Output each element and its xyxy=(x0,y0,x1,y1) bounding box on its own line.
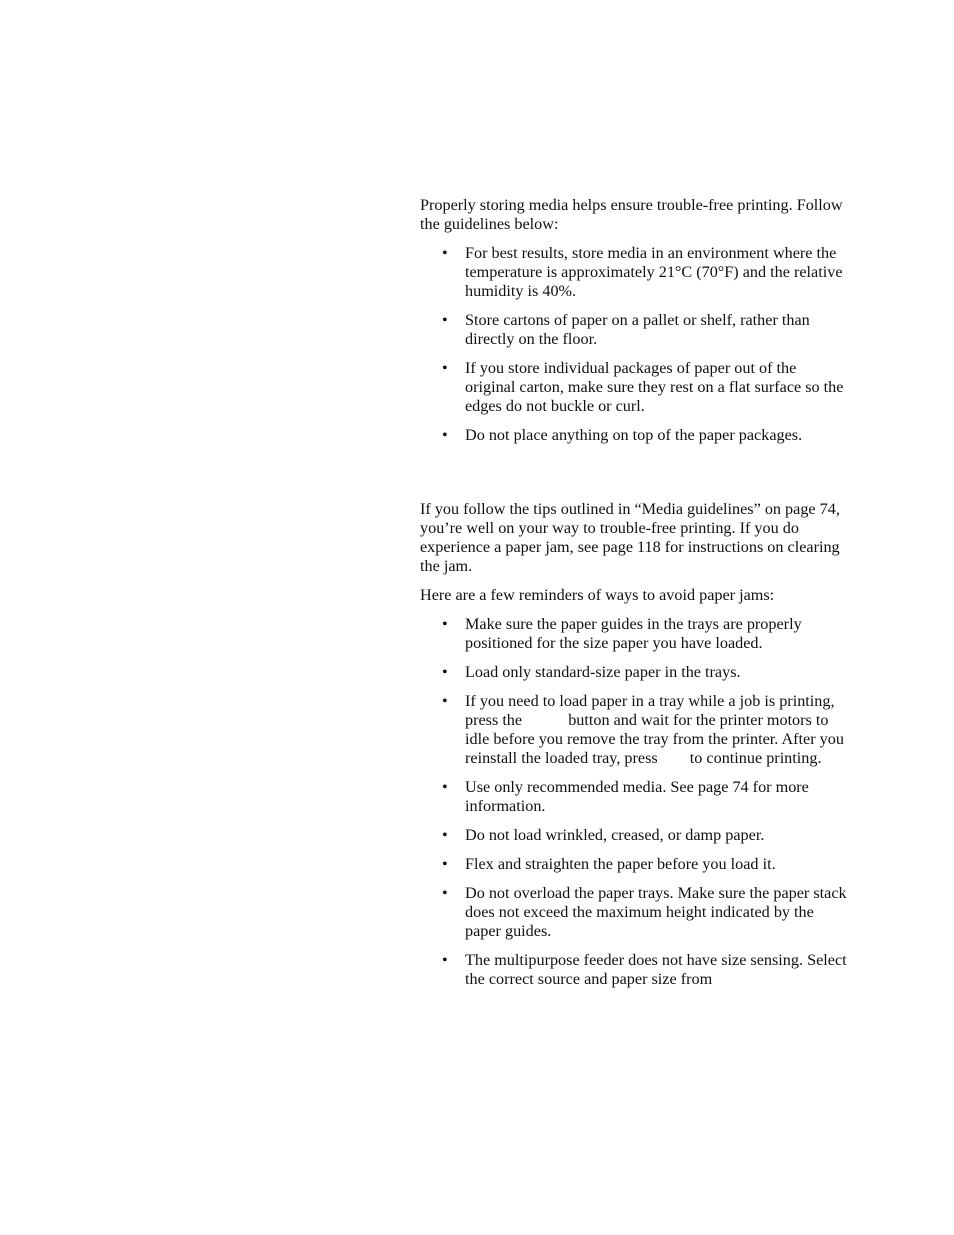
document-body xyxy=(420,196,850,999)
bullet-icon: • xyxy=(442,884,448,902)
bullet-icon: • xyxy=(442,244,448,262)
list-item: • If you need to load paper in a tray while a job is printing, press the button and wait for the printer motors to idle before you remove the tray from the printer. After you reinstall the loaded tray, press to continue printing. xyxy=(442,692,844,767)
list-item: • Store cartons of paper on a pallet or shelf, rather than directly on the floor. xyxy=(442,311,810,348)
storage-guidelines-list xyxy=(420,244,850,445)
section-spacer xyxy=(420,455,850,500)
list-item: • Do not place anything on top of the paper packages. xyxy=(442,426,803,444)
bullet-icon: • xyxy=(442,855,448,873)
storage-intro: Properly storing media helps ensure trouble-free printing. Follow the guidelines below: xyxy=(420,196,843,233)
list-item: • Flex and straighten the paper before you load it. xyxy=(442,855,776,873)
bullet-icon: • xyxy=(442,826,448,844)
bullet-icon: • xyxy=(442,663,448,681)
list-item: • Use only recommended media. See page 74 for more information. xyxy=(442,778,809,815)
bullet-icon: • xyxy=(442,615,448,633)
jams-reminder: Here are a few reminders of ways to avoid paper jams: xyxy=(420,586,775,604)
list-item: • Do not overload the paper trays. Make sure the paper stack does not exceed the maximum height indicated by the paper guides. xyxy=(442,884,847,940)
list-item: • Make sure the paper guides in the trays are properly positioned for the size paper you have loaded. xyxy=(442,615,802,652)
list-item: • For best results, store media in an environment where the temperature is approximately 21°C (70°F) and the relative humidity is 40%. xyxy=(442,244,843,300)
list-item: • Do not load wrinkled, creased, or damp paper. xyxy=(442,826,765,844)
list-item: • The multipurpose feeder does not have size sensing. Select the correct source and paper size from xyxy=(442,951,847,988)
bullet-icon: • xyxy=(442,359,448,377)
bullet-icon: • xyxy=(442,426,448,444)
jam-avoidance-list xyxy=(420,615,850,989)
bullet-icon: • xyxy=(442,692,448,710)
bullet-icon: • xyxy=(442,311,448,329)
bullet-icon: • xyxy=(442,951,448,969)
bullet-icon: • xyxy=(442,778,448,796)
jams-intro: If you follow the tips outlined in “Media guidelines” on page 74, you’re well on your way to trouble-free printing. If you do experience a paper jam, see page 118 for instructions on clearing the jam. xyxy=(420,500,840,575)
list-item: • If you store individual packages of paper out of the original carton, make sure they rest on a flat surface so the edges do not buckle or curl. xyxy=(442,359,844,415)
list-item: • Load only standard-size paper in the trays. xyxy=(442,663,741,681)
